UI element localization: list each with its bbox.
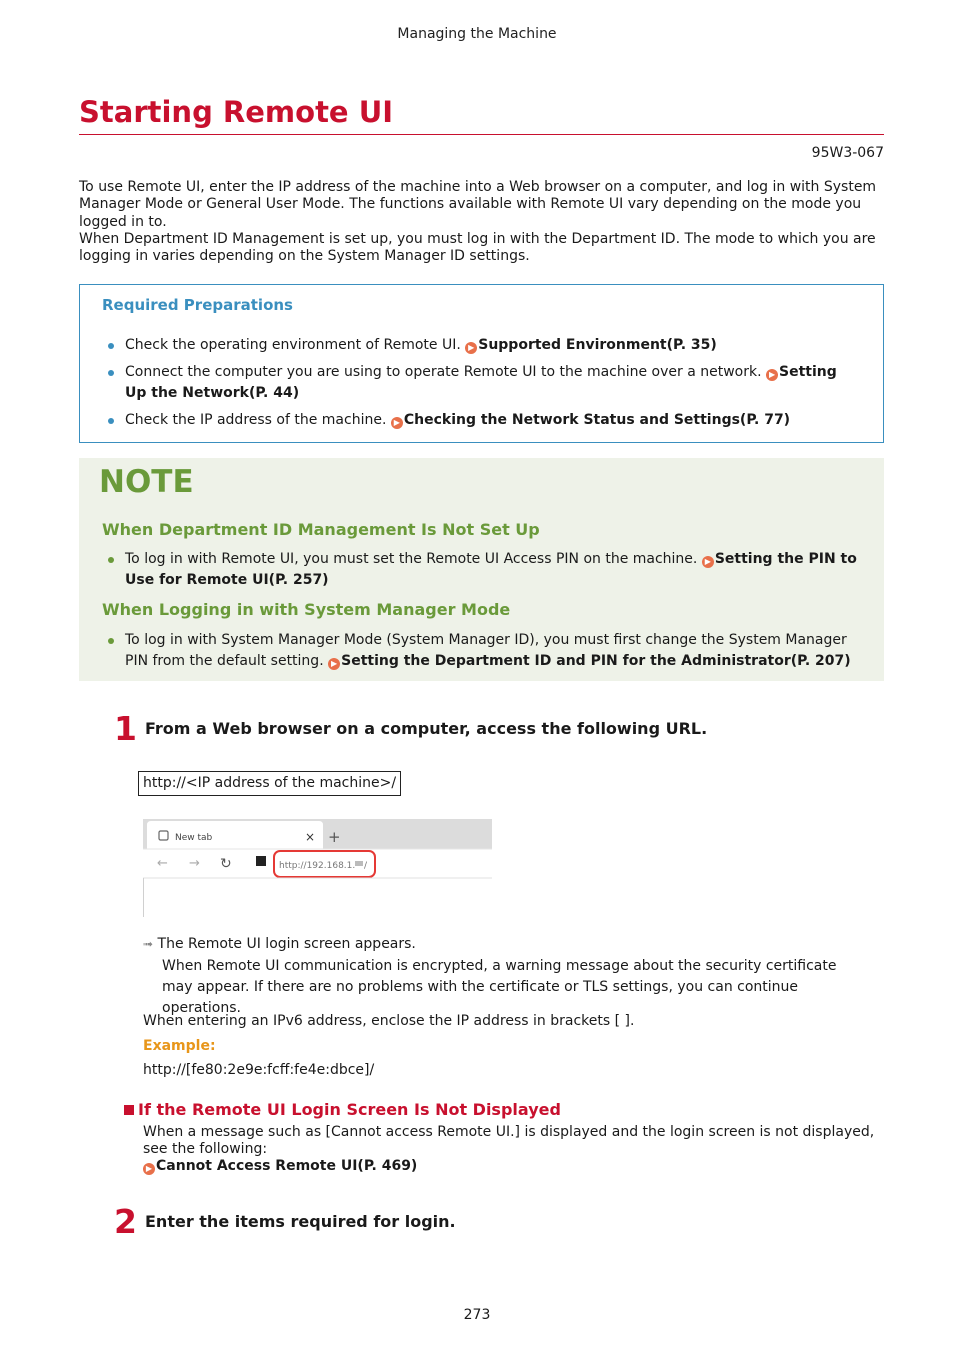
list-item: Connect the computer you are using to operate Remote UI to the machine over a network. ▶ Setting Up the Network(P. 44) <box>102 362 862 404</box>
note-section-title-2: When Logging in with System Manager Mode <box>102 600 511 619</box>
svg-text:←: ← <box>157 856 168 871</box>
svg-text:+: + <box>328 828 341 846</box>
link-setting-pin[interactable]: Setting the PIN to Use for Remote UI(P. 257) <box>125 551 857 588</box>
browser-address: http://192.168.1. <box>279 861 356 871</box>
note-section-title-1: When Department ID Management Is Not Set Up <box>102 520 540 539</box>
title-rule <box>79 134 884 135</box>
note-box <box>79 458 884 681</box>
link-cannot-access[interactable]: Cannot Access Remote UI(P. 469) <box>156 1158 418 1174</box>
browser-tab-label: New tab <box>175 833 213 843</box>
step-1-number: 1 <box>114 709 137 748</box>
link-department-id-admin[interactable]: Setting the Department ID and PIN for the Administrator(P. 207) <box>341 653 851 669</box>
url-box: http://<IP address of the machine>/ <box>138 771 401 796</box>
list-item: To log in with System Manager Mode (System Manager ID), you must first change the System Manager PIN from the default setting. ▶ Setting the Department ID and PIN for the Administrator(P. 207) <box>102 630 862 672</box>
result-text: ➟ The Remote UI login screen appears. <box>143 936 416 952</box>
red-square-icon <box>124 1105 134 1115</box>
step-1-text: From a Web browser on a computer, access the following URL. <box>145 719 708 738</box>
page-title: Starting Remote UI <box>79 95 394 129</box>
required-preparations-box <box>79 284 884 443</box>
trouble-text: When a message such as [Cannot access Remote UI.] is displayed and the login screen is not displayed, see the following: ▶ Cannot Access Remote UI(P. 469) <box>143 1124 875 1174</box>
svg-text:×: × <box>305 830 316 844</box>
list-item: To log in with Remote UI, you must set the Remote UI Access PIN on the machine. ▶ Setting the PIN to Use for Remote UI(P. 257) <box>102 549 862 591</box>
ipv6-note: When entering an IPv6 address, enclose the IP address in brackets [ ]. <box>143 1013 635 1029</box>
link-arrow-icon: ▶ <box>766 369 778 381</box>
bullet-icon <box>108 370 114 376</box>
trouble-heading: If the Remote UI Login Screen Is Not Displayed <box>124 1100 561 1119</box>
list-item: Check the operating environment of Remote UI. ▶ Supported Environment(P. 35) <box>102 335 862 356</box>
link-setting-up-network[interactable]: Setting Up the Network(P. 44) <box>125 364 837 401</box>
list-item: Check the IP address of the machine. ▶ Checking the Network Status and Settings(P. 77) <box>102 410 862 431</box>
bullet-icon <box>108 418 114 424</box>
step-2-number: 2 <box>114 1202 137 1241</box>
running-header: Managing the Machine <box>397 26 557 42</box>
note-heading: NOTE <box>99 464 194 500</box>
svg-text:↻: ↻ <box>220 856 232 872</box>
link-network-status[interactable]: Checking the Network Status and Settings(P. 77) <box>403 412 791 428</box>
bullet-icon <box>108 638 114 644</box>
svg-text:/: / <box>364 861 368 871</box>
result-arrow-icon: ➟ <box>143 937 154 951</box>
note-list-2 <box>102 630 862 672</box>
browser-illustration <box>143 819 492 917</box>
bullet-icon <box>108 343 114 349</box>
link-arrow-icon: ▶ <box>143 1163 155 1175</box>
note-list-1 <box>102 549 862 591</box>
example-label: Example: <box>143 1038 216 1054</box>
link-supported-environment[interactable]: Supported Environment(P. 35) <box>478 337 717 353</box>
page-number: 273 <box>463 1307 491 1323</box>
svg-text:→: → <box>189 856 200 871</box>
link-arrow-icon: ▶ <box>391 417 403 429</box>
result-detail: When Remote UI communication is encrypted, a warning message about the security certificate may appear. If there are no problems with the certificate or TLS settings, you can continue operations. <box>162 958 837 1016</box>
bullet-icon <box>108 557 114 563</box>
link-arrow-icon: ▶ <box>702 556 714 568</box>
example-value: http://[fe80:2e9e:fcff:fe4e:dbce]/ <box>143 1062 375 1078</box>
intro-paragraph-2: When Department ID Management is set up, you must log in with the Department ID. The mode to which you are logging in varies depending on the System Manager ID settings. <box>79 230 876 265</box>
link-arrow-icon: ▶ <box>328 658 340 670</box>
intro-text <box>79 179 879 265</box>
intro-paragraph-1: To use Remote UI, enter the IP address of the machine into a Web browser on a computer, and log in with System Manager Mode or General User Mode. The functions available with Remote UI vary depending on the mode you logged in to. <box>79 179 877 230</box>
document-id: 95W3-067 <box>811 145 884 161</box>
preparations-title: Required Preparations <box>102 296 293 314</box>
link-arrow-icon: ▶ <box>465 342 477 354</box>
preparations-list <box>102 335 862 431</box>
step-2-text: Enter the items required for login. <box>145 1212 456 1231</box>
browser-screenshot <box>143 819 492 917</box>
